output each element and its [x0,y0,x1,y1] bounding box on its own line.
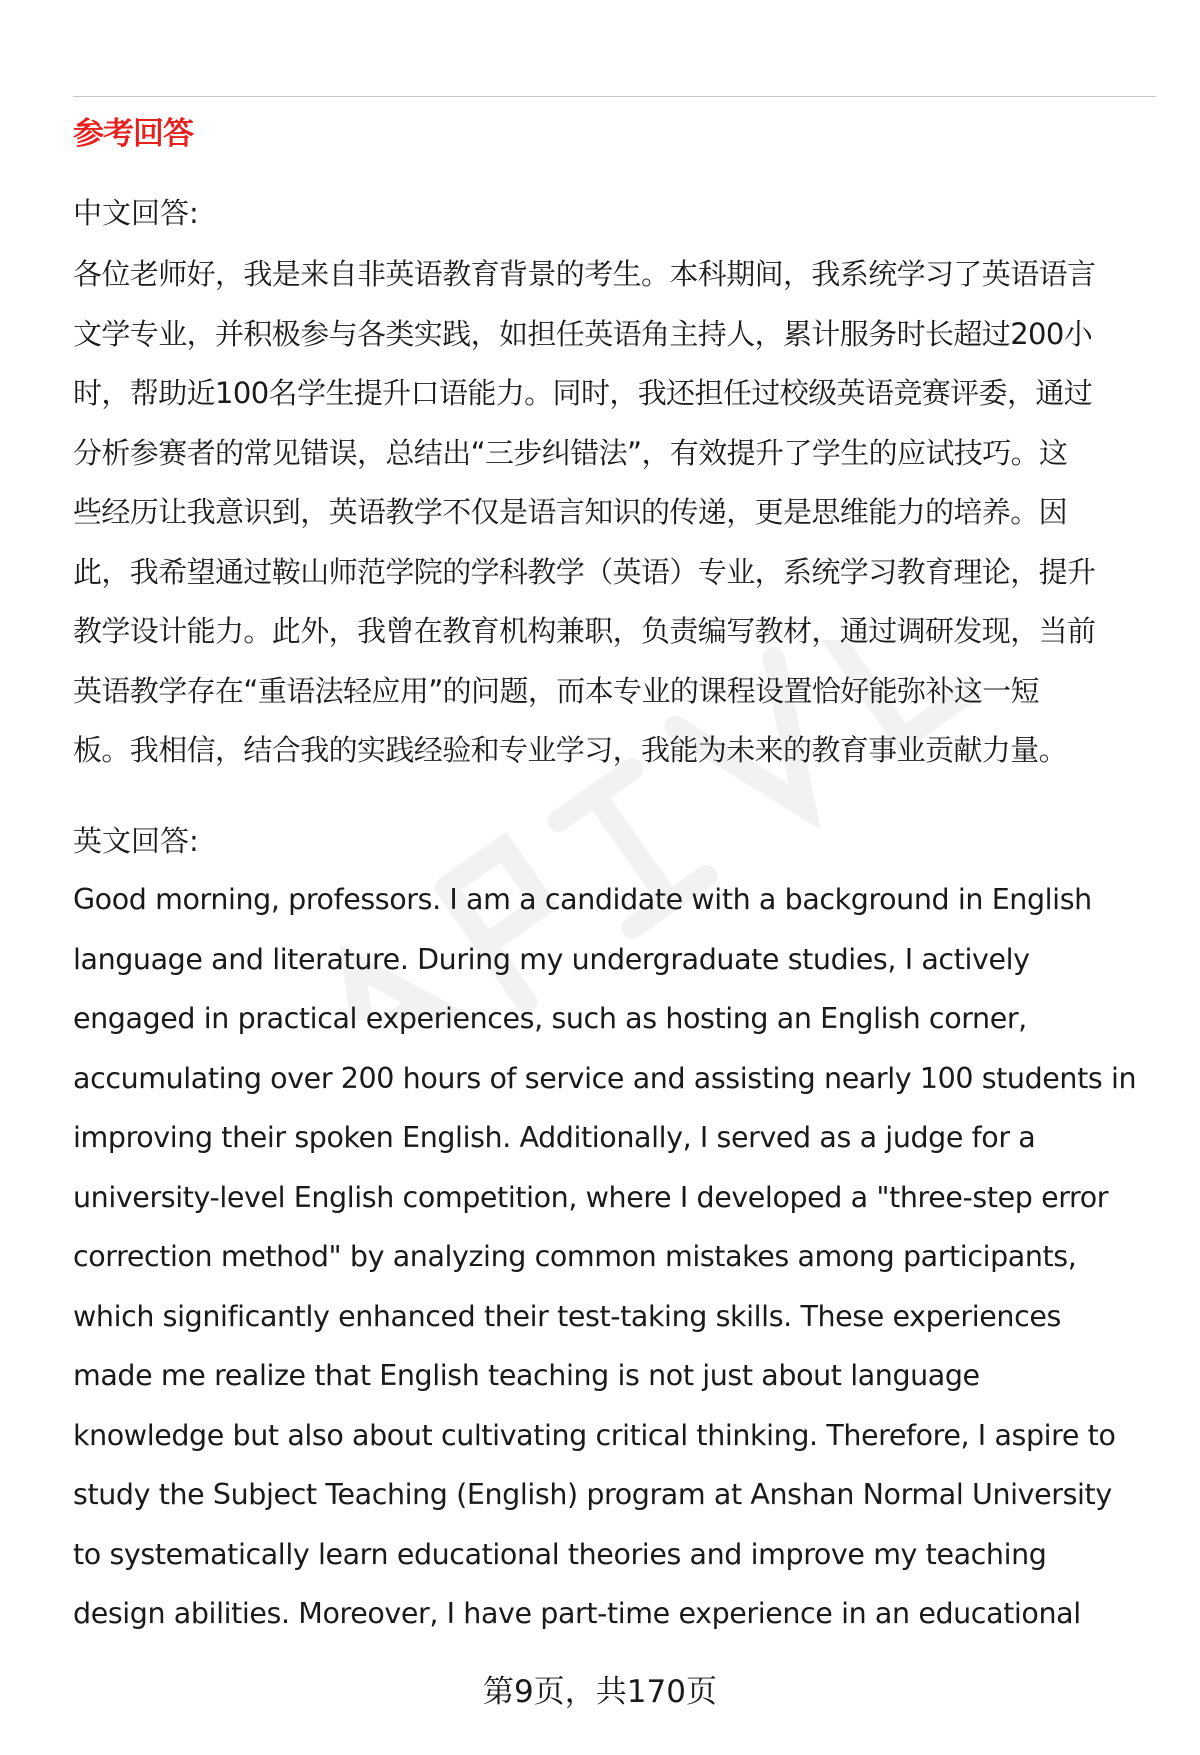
paragraph-line: 英语教学存在“重语法轻应用”的问题，而本专业的课程设置恰好能弥补这一短 [73,673,1040,708]
section-title: 参考回答 [73,116,193,152]
paragraph-line: Good morning, professors. I am a candidate with a background in English [73,883,1092,916]
paragraph-line: correction method" by analyzing common mistakes among participants, [73,1240,1077,1273]
paragraph-line: 此，我希望通过鞍山师范学院的学科教学（英语）专业，系统学习教育理论，提升 [73,554,1096,589]
paragraph-line: engaged in practical experiences, such as hosting an English corner, [73,1002,1027,1035]
paragraph-line: 板。我相信，结合我的实践经验和专业学习，我能为未来的教育事业贡献力量。 [73,733,1068,767]
paragraph-line: 各位老师好，我是来自非英语教育背景的考生。本科期间，我系统学习了英语语言 [73,257,1096,291]
english-answer-paragraph [73,870,1163,1644]
paragraph-line: university-level English competition, where I developed a "three-step error [73,1180,1109,1214]
chinese-answer-label: 中文回答: [73,196,199,230]
chinese-answer-paragraph [73,245,1163,781]
paragraph-line: study the Subject Teaching (English) program at Anshan Normal University [73,1478,1112,1511]
english-answer-label: 英文回答: [73,824,199,858]
paragraph-line: which significantly enhanced their test-taking skills. These experiences [73,1299,1061,1333]
paragraph-line: 文学专业，并积极参与各类实践，如担任英语角主持人，累计服务时长超过200小 [73,316,1093,351]
paragraph-line: 时，帮助近100名学生提升口语能力。同时，我还担任过校级英语竞赛评委，通过 [73,376,1093,410]
paragraph-line: design abilities. Moreover, I have part-time experience in an educational [73,1597,1081,1630]
paragraph-line: improving their spoken English. Additionally, I served as a judge for a [73,1121,1036,1154]
page-number: 第9页，共170页 [483,1674,717,1710]
paragraph-line: made me realize that English teaching is not just about language [73,1359,980,1392]
paragraph-line: language and literature. During my undergraduate studies, I actively [73,942,1030,976]
top-divider [73,96,1156,97]
paragraph-line: to systematically learn educational theories and improve my teaching [73,1537,1047,1571]
paragraph-line: accumulating over 200 hours of service and assisting nearly 100 students in [73,1061,1137,1095]
paragraph-line: 教学设计能力。此外，我曾在教育机构兼职，负责编写教材，通过调研发现，当前 [73,614,1096,648]
paragraph-line: 分析参赛者的常见错误，总结出“三步纠错法”，有效提升了学生的应试技巧。这 [73,435,1068,470]
paragraph-line: knowledge but also about cultivating critical thinking. Therefore, I aspire to [73,1418,1116,1452]
paragraph-line: 些经历让我意识到，英语教学不仅是语言知识的传递，更是思维能力的培养。因 [73,495,1068,529]
